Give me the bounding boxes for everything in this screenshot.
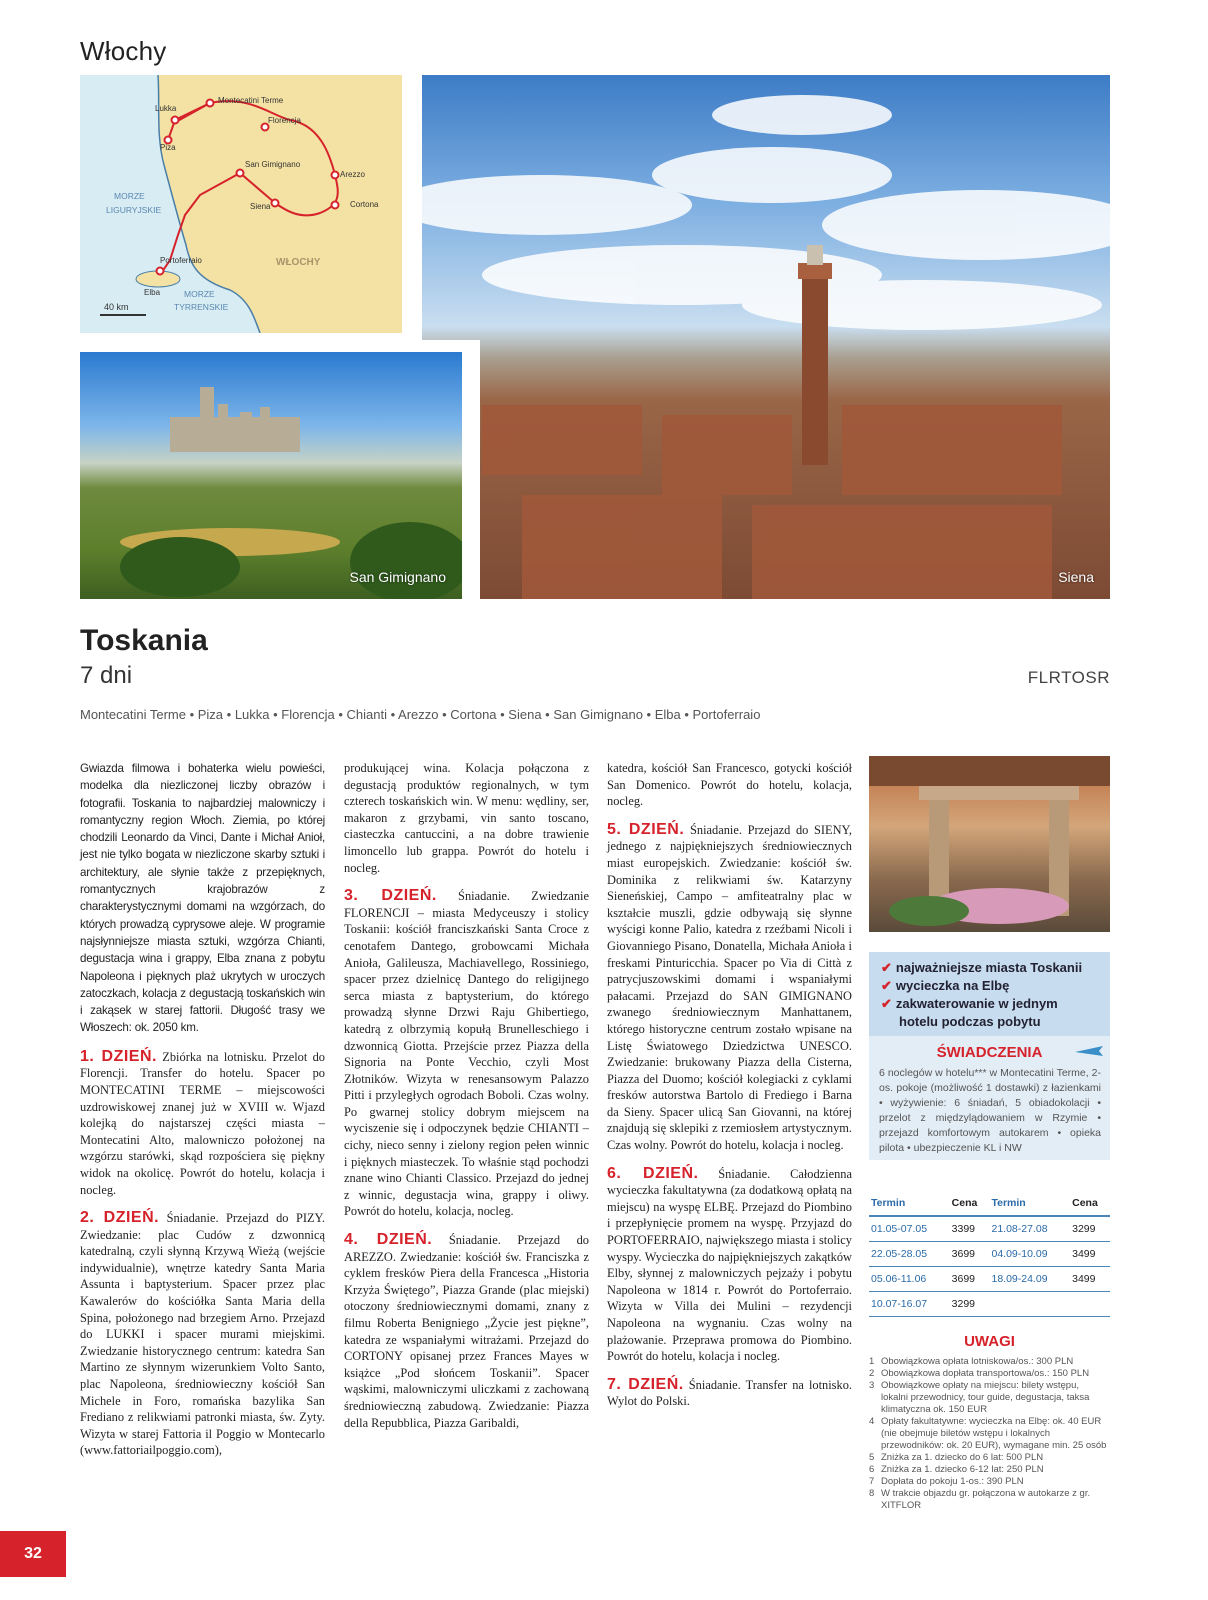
- day-7: [607, 1377, 852, 1410]
- route-map: [80, 75, 402, 333]
- day-1: [80, 1049, 325, 1198]
- map-label: Piza: [160, 143, 176, 152]
- day-label: 5. DZIEŃ.: [607, 820, 685, 838]
- tour-route: Montecatini Terme • Piza • Lukka • Florencja • Chianti • Arezzo • Cortona • Siena • San Gimignano • Elba • Portoferraio: [80, 707, 761, 722]
- day-label: 2. DZIEŃ.: [80, 1209, 160, 1227]
- torre-del-mangia: [802, 275, 828, 465]
- header-cena: Cena: [950, 1191, 990, 1216]
- services-text: 6 noclegów w hotelu*** w Montecatini Terme, 2-os. pokoje (możliwość 1 dostawki) z łazienkami • wyżywienie: 6 śniadań, 5 obiadokolacji • przelot z międzylądowaniem w Rzymie • przejazd komfortowym autokarem • opieka pilota • ubezpieczenie KL i NW: [879, 1067, 1101, 1154]
- price-table: [869, 1191, 1110, 1317]
- marker-siena: [272, 200, 279, 207]
- intro-text: Gwiazda filmowa i bohaterka wielu powieści, modelka dla niezliczonej liczby obrazów i fotografii. Toskania to najbardziej malowniczy i romantyczny region Włoch. Ziemia, po której chodzili Leonardo da Vinci, Dante i Michał Anioł, jest nie tylko bogata w niezliczone skarby sztuki i architektury, ale słynie także z przepięknych, romantycznych krajobrazów z charakterystycznymi domami na wzgórzach, do których prowadzą cyprysowe aleje. W programie najsłynniejsze miasta sztuki, wzgórza Chianti, degustacja wina i grappy, Elba znana z pobytu Napoleona i pięknych plaż ukrytych w uroczych zatoczkach, kolacja z degustacją toskańskich win i zakąsek w starej fattorii. Długość trasy we Włoszech: ok. 2050 km.: [80, 762, 325, 1035]
- highlight-item: ✔ najważniejsze miasta Toskanii: [881, 960, 1083, 975]
- day-4: [344, 1232, 589, 1431]
- table-row: 01.05-07.05 3399 21.08-27.08 3299: [869, 1216, 1110, 1242]
- day-label: 7. DZIEŃ.: [607, 1375, 684, 1393]
- text-column-1: [80, 760, 325, 1471]
- day-label: 3. DZIEŃ.: [344, 887, 437, 905]
- map-label: Cortona: [350, 200, 379, 209]
- day-text: Śniadanie. Całodzienna wycieczka fakultatywna (za dodatkową opłatą na miejscu) na wyspę ELBĘ. Przejazd do Piombino i przepłynięcie promem na wyspę. Przyjazd do PORTOFERRAIO, największego miasta i stolicy wyspy. Wycieczka do najpiękniejszych zakątków Elby, słynnej z malowniczych pejzaży i pobytu Napoleona w 1814 r. Powrót do Portoferraio. Wizyta w Villa dei Mulini – rezydencji Napoleona na wygnaniu. Czas wolny na plażowanie. Przeprawa promowa do Piombino. Powrót do hotelu, kolacja i nocleg.: [607, 1166, 852, 1364]
- san-gimignano-photo: [80, 352, 462, 599]
- day-text: Śniadanie. Transfer na lotnisko. Wylot do Polski.: [607, 1377, 852, 1409]
- map-label: Arezzo: [340, 170, 365, 179]
- checkmark-icon: ✔: [881, 996, 892, 1011]
- map-label: Montecatini Terme: [218, 96, 284, 105]
- plane-icon: [1073, 1042, 1105, 1060]
- day-4-continued: katedra, kościół San Francesco, gotycki kościół San Domenico. Powrót do hotelu, kolacja, nocleg.: [607, 761, 852, 809]
- highlight-item: ✔ wycieczka na Elbę: [881, 978, 1010, 993]
- day-label: 4. DZIEŃ.: [344, 1231, 433, 1249]
- note-item: 7 Dopłata do pokoju 1-os.: 390 PLN: [869, 1476, 1024, 1487]
- map-scale-label: 40 km: [104, 302, 129, 312]
- table-row: 05.06-11.06 3699 18.09-24.09 3499: [869, 1267, 1110, 1292]
- siena-photo: [422, 75, 1110, 599]
- day-6: [607, 1166, 852, 1365]
- courtyard-well-photo: [869, 756, 1110, 932]
- marker-montecatini: [207, 100, 214, 107]
- header-cena: Cena: [1070, 1191, 1110, 1216]
- day-text: Śniadanie. Przejazd do PIZY. Zwiedzanie: plac Cudów z dzwonnicą katedralną, czyli słynną Krzywą Wieżą (wejście indywidualnie), wnętrze katedry Santa Maria Assunta i baptysterium. Spacer przez plac Kawalerów do kościółka Santa Maria della Spina, położonego nad brzegiem Arno. Przejazd do LUKKI i spacer murami miejskimi. Zwiedzanie historycznego centrum: katedra San Martino ze słynnym wizerunkiem Volto Santo, plac Napoleona, średniowieczny kościół San Michele in Foro, romańska bazylika San Frediano z relikwiami patronki miasta, św. Zyty. Wizyta w starej Fattoria il Poggio w Montecarlo (www.fattoriailpoggio.com),: [80, 1211, 325, 1458]
- day-2: [80, 1210, 325, 1459]
- day-text: Śniadanie. Przejazd do SIENY, jednego z najpiękniejszych średniowiecznych miast europejskich. Zwiedzanie: kościół św. Dominika z relikwiami św. Katarzyny Sieneńskiej, Campo – amfiteatralny plac w kształcie muszli, gdzie odbywają się słynne wyścigi konne Palio, katedra z rzeźbami Nicoli i Giovanniego Pisano, Donatella, Michała Anioła i freskami Pinturicchia. Spacer po Via di Città z patrycjuszowskimi domami i wspaniałymi pałacami. Przejazd do SAN GIMIGNANO zwanego średniowiecznym Manhattanem, którego historyczne centrum zostało wpisane na Listę Światowego Dziedzictwa UNESCO. Zwiedzanie: brukowany Piazza della Cisterna, Piazza del Duomo; kościół kolegiacki z cyklami fresków autorstwa Bartolo di Frediego i Barna da Sieny. Spacer ulicą San Giovanni, na której znajdują się sklepiki z rzemiosłem artystycznym. Czas wolny. Powrót do hotelu, kolacja i nocleg.: [607, 822, 853, 1153]
- marker-portoferraio: [157, 268, 164, 275]
- sea-area: [80, 75, 260, 333]
- tour-code: FLRTOSR: [1027, 668, 1110, 687]
- note-item: 5 Zniżka za 1. dziecko do 6 lat: 500 PLN: [869, 1452, 1044, 1463]
- tour-duration: 7 dni: [80, 662, 133, 689]
- note-item: 2 Obowiązkowa dopłata transportowa/os.: 150 PLN: [869, 1368, 1090, 1379]
- map-sea-label: TYRRENSKIE: [174, 302, 229, 312]
- map-label: Portoferraio: [160, 256, 202, 265]
- highlight-item: hotelu podczas pobytu: [899, 1014, 1041, 1029]
- map-label: Lukka: [155, 104, 177, 113]
- note-item: 8 W trakcie objazdu gr. połączona w autokarze z gr. XITFLOR: [869, 1488, 1091, 1511]
- highlight-item: ✔ zakwaterowanie w jednym: [881, 996, 1058, 1011]
- notes-title: UWAGI: [964, 1333, 1015, 1350]
- day-label: 6. DZIEŃ.: [607, 1164, 699, 1182]
- checkmark-icon: ✔: [881, 960, 892, 975]
- note-item: 4 Opłaty fakultatywne: wycieczka na Elbę: ok. 40 EUR (nie obejmuje biletów wstępu i lokalnych przewodników: ok. 20 EUR), wymagane min. 25 osób: [869, 1416, 1107, 1451]
- map-sea-label: MORZE: [114, 191, 145, 201]
- checkmark-icon: ✔: [881, 978, 892, 993]
- map-country-label: WŁOCHY: [276, 257, 321, 268]
- note-item: 3 Obowiązkowe opłaty na miejscu: bilety wstępu, lokalni przewodnicy, tour guide, degustacja, taksa klimatyczna ok. 150 EUR: [869, 1380, 1090, 1415]
- notes-list: [869, 1356, 1110, 1512]
- note-item: 6 Zniżka za 1. dziecko 6-12 lat: 250 PLN: [869, 1464, 1044, 1475]
- services-box: [869, 1036, 1110, 1160]
- services-title: ŚWIADCZENIA: [936, 1044, 1043, 1061]
- day-5: [607, 822, 852, 1154]
- day-text: Zbiórka na lotnisku. Przelot do Florencji. Transfer do hotelu. Spacer po MONTECATINI TERME – miejscowości uzdrowiskowej znanej już w XVIII w. Wjazd kolejką do najstarszej części miasta – Montecatini Alto, malowniczo położonej na wzgórzu starówki, skąd rozpościera się piękny widok na okolicę. Powrót do hotelu, kolacja i nocleg.: [80, 1049, 326, 1197]
- price-table-header: [869, 1191, 1110, 1216]
- header-termin: Termin: [869, 1191, 950, 1216]
- day-text: Śniadanie. Zwiedzanie FLORENCJI – miasta Medyceuszy i stolicy Toskanii: kościół franciszkański Santa Croce z cenotafem Dantego, grobowcami Michała Anioła, Galileusza, Machiavellego, Rossiniego, spacer przez dzielnicę Dantego do religijnego serca miasta z baptysterium, do którego prowadzą słynne Drzwi Raju Ghibertiego, katedrą z olbrzymią kopułą Brunelleschiego i dzwonnicą Giotta. Przejście przez Piazza della Signoria na Ponte Vecchio, czyli Most Złotników. Wizyta w renesansowym Palazzo Pitti i przyległych ogrodach Boboli. Czas wolny. Po gwarnej stolicy dobrym miejscem na wyciszenie się i odpoczynek będzie CHIANTI – cichy, nieco senny i zielony region pełen winnic i pięknych miasteczek. To właśnie stąd pochodzi znane wino Chianti Classico. Przejazd do jednej z winnic, degustacja wina, grappy i oliwy. Powrót do hotelu, kolacja, nocleg.: [344, 889, 589, 1219]
- highlights-box: [869, 952, 1110, 1036]
- day-label: 1. DZIEŃ.: [80, 1047, 157, 1065]
- map-sea-label: MORZE: [184, 289, 215, 299]
- day-text: Śniadanie. Przejazd do AREZZO. Zwiedzanie: kościół św. Franciszka z cyklem fresków Piera della Francesca „Historia Krzyża Świętego”, Piazza Grande (plac miejski) otoczony średniowiecznymi domami, znany z filmu Roberta Benigniego „Życie jest piękne”, katedra ze wspaniałymi witrażami. Przejazd do CORTONY opisanej przez Frances Mayes w książce „Pod słońcem Toskanii”. Spacer wąskimi, malowniczymi uliczkami z zachowaną średniowieczną zabudową. Zwiedzanie: Piazza della Repubblica, Piazza Garibaldi,: [344, 1233, 590, 1430]
- san-gimignano-caption: San Gimignano: [349, 569, 446, 585]
- note-item: 1 Obowiązkowa opłata lotniskowa/os.: 300 PLN: [869, 1356, 1074, 1367]
- marker-cortona: [332, 202, 339, 209]
- day-2-continued: produkującej wina. Kolacja połączona z degustacją produktów regionalnych, w tym czterech toskańskich win. W menu: wędliny, ser, makaron z grzybami, vin santo toscano, ciasteczka cantuccini, a na dobre trawienie limoncello lub grappa. Powrót do hotelu i nocleg.: [344, 761, 589, 875]
- table-row: 10.07-16.07 3299: [869, 1292, 1110, 1317]
- map-label: Elba: [144, 288, 161, 297]
- tour-title: Toskania: [80, 624, 208, 657]
- marker-san-gimignano: [237, 170, 244, 177]
- page-number: 32: [0, 1531, 66, 1577]
- day-3: [344, 888, 589, 1220]
- country-heading: Włochy: [80, 36, 167, 66]
- table-row: 22.05-28.05 3699 04.09-10.09 3499: [869, 1242, 1110, 1267]
- header-termin: Termin: [989, 1191, 1070, 1216]
- siena-caption: Siena: [1058, 569, 1094, 585]
- map-label: Florencja: [268, 116, 301, 125]
- text-column-3: [607, 760, 852, 1422]
- map-label: San Gimignano: [245, 160, 301, 169]
- text-column-2: [344, 760, 589, 1443]
- map-sea-label: LIGURYJSKIE: [106, 205, 162, 215]
- marker-arezzo: [332, 172, 339, 179]
- marker-lukka: [172, 117, 179, 124]
- map-label: Siena: [250, 202, 271, 211]
